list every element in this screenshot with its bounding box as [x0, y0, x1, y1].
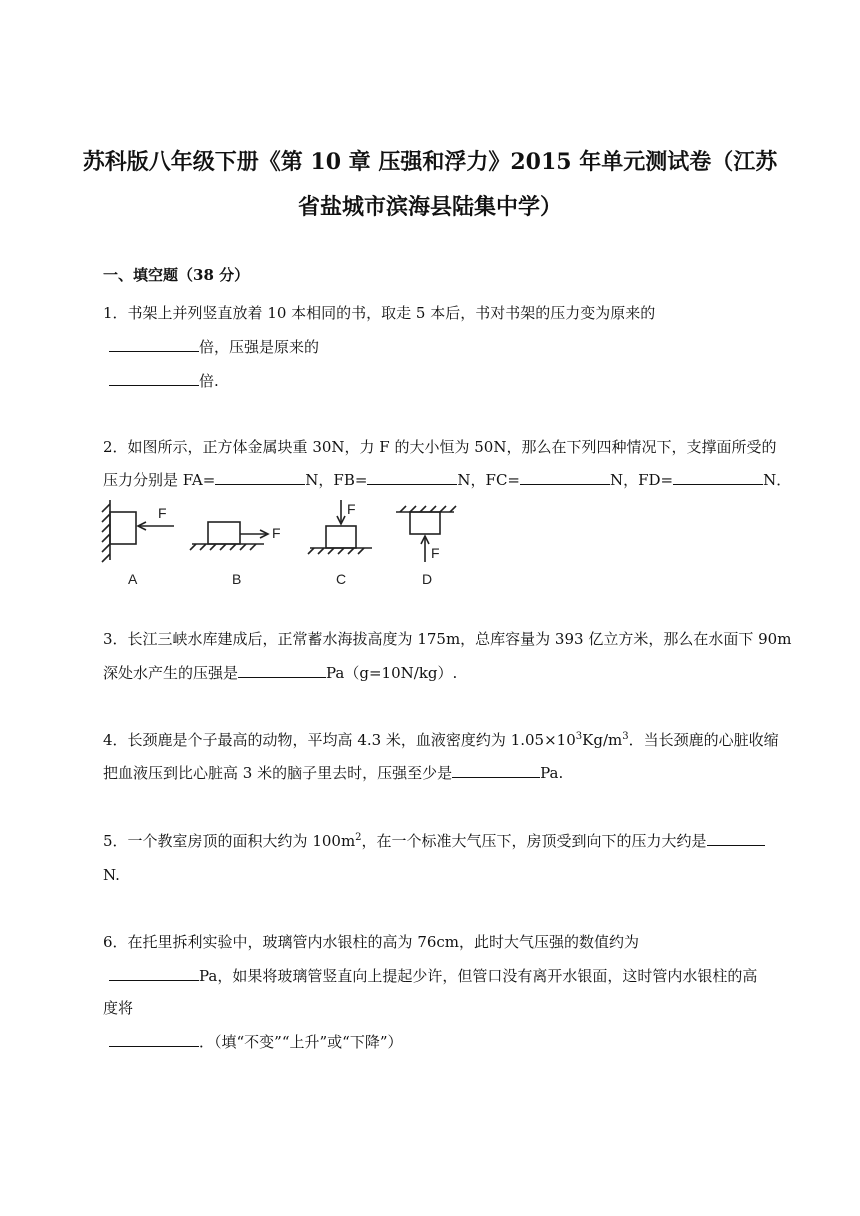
q2-line1: 2．如图所示，正方体金属块重 30N，力 F 的大小恒为 50N，那么在下列四种情况下，支撑面所受的 — [103, 438, 777, 456]
q3-line2 — [103, 662, 457, 684]
q2-prefix: 压力分别是 FA= — [103, 471, 216, 489]
q2-blank-fc[interactable] — [520, 469, 610, 485]
q2-blank-fb[interactable] — [367, 469, 457, 485]
q4-blank[interactable] — [452, 762, 540, 778]
diagram-label-d: D — [422, 571, 433, 587]
force-label-b: F — [272, 525, 281, 541]
q3-blank[interactable] — [238, 662, 326, 678]
q4-line2-post: Pa. — [540, 764, 564, 782]
document-title-line-2: 省盐城市滨海县陆集中学） — [297, 194, 562, 220]
q6-line4-post: ．（填“不变”“上升”或“下降”） — [199, 1033, 403, 1051]
q3-line2-post: Pa（g=10N/kg）. — [326, 664, 458, 682]
section-heading: 一、填空题（38 分） — [103, 266, 250, 284]
q2-end: N． — [763, 471, 792, 489]
q1-tail-1: 倍，压强是原来的 — [199, 338, 320, 356]
q1-blank-2[interactable] — [109, 370, 199, 386]
q4-line1-pre: 4．长颈鹿是个子最高的动物，平均高 4.3 米，血液密度约为 1.05×10 — [103, 731, 576, 749]
q5-line1-post: ，在一个标准大气压下，房顶受到向下的压力大约是 — [361, 832, 707, 850]
q6-line4 — [109, 1031, 403, 1053]
diagram-b — [190, 522, 268, 550]
q6-line2 — [109, 965, 757, 987]
q4-sup-2: 3 — [622, 731, 629, 742]
q2-fb: N，FB= — [305, 471, 368, 489]
q1-line3 — [109, 370, 219, 392]
q4-sup-1: 3 — [575, 731, 583, 742]
q2-blank-fd[interactable] — [673, 469, 763, 485]
q5-blank[interactable] — [707, 830, 765, 846]
q2-force-diagram — [96, 492, 466, 592]
diagram-d — [396, 506, 456, 562]
q2-blank-fa[interactable] — [215, 469, 305, 485]
q3-line2-pre: 深处水产生的压强是 — [103, 664, 239, 682]
q6-blank-2[interactable] — [109, 1031, 199, 1047]
q2-fd: N，FD= — [610, 471, 674, 489]
document-title-line-1: 苏科版八年级下册《第 10 章 压强和浮力》2015 年单元测试卷（江苏 — [82, 149, 778, 175]
q3-line1: 3．长江三峡水库建成后，正常蓄水海拔高度为 175m，总库容量为 393 亿立方米，那么在水面下 90m — [103, 630, 792, 648]
q5-line2: N. — [103, 866, 120, 884]
q2-line2 — [103, 469, 791, 491]
q5-sup: 2 — [355, 832, 362, 843]
q1-stem: 1．书架上并列竖直放着 10 本相同的书，取走 5 本后，书对书架的压力变为原来的 — [103, 304, 656, 322]
q6-line1: 6．在托里拆利实验中，玻璃管内水银柱的高为 76cm，此时大气压强的数值约为 — [103, 933, 640, 951]
diagram-c — [308, 500, 372, 554]
q4-line1-mid: Kg/m — [582, 731, 623, 749]
q4-line1 — [103, 729, 779, 751]
diagram-label-b: B — [232, 571, 242, 587]
q6-blank-1[interactable] — [109, 965, 199, 981]
q2-fc: N，FC= — [457, 471, 520, 489]
q5-line1 — [103, 830, 765, 852]
q1-blank-1[interactable] — [109, 336, 199, 352]
q4-line2 — [103, 762, 563, 784]
q6-line3: 度将 — [103, 999, 134, 1017]
diagram-label-a: A — [128, 571, 138, 587]
force-label-c: F — [347, 501, 356, 517]
force-label-a: F — [158, 505, 167, 521]
q4-line1-post: ．当长颈鹿的心脏收缩 — [628, 731, 779, 749]
q1-line2 — [109, 336, 319, 358]
force-label-d: F — [431, 545, 440, 561]
diagram-label-c: C — [336, 571, 347, 587]
q4-line2-pre: 把血液压到比心脏高 3 米的脑子里去时，压强至少是 — [103, 764, 453, 782]
q5-line1-pre: 5．一个教室房顶的面积大约为 100m — [103, 832, 356, 850]
q1-tail-2: 倍. — [199, 372, 219, 390]
q6-line2-post: Pa，如果将玻璃管竖直向上提起少许，但管口没有离开水银面，这时管内水银柱的高 — [199, 967, 758, 985]
